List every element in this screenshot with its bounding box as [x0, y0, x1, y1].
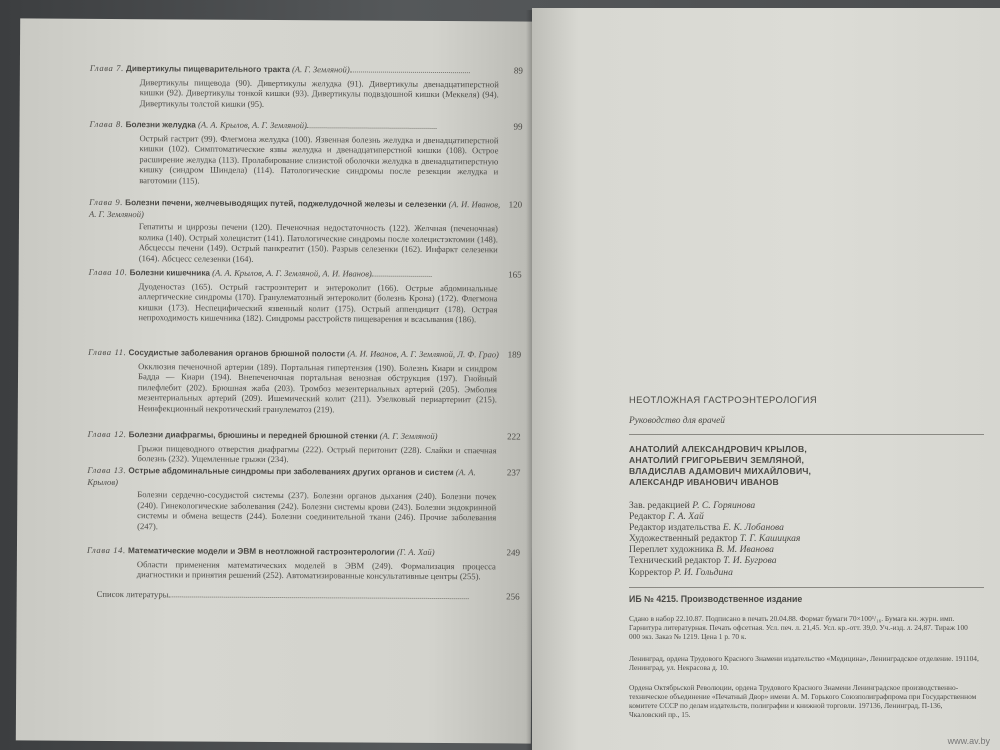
chapter-authors: (Г. А. Хай) — [396, 546, 435, 557]
page-number: 249 — [506, 547, 520, 558]
page-number: 256 — [506, 591, 520, 602]
chapter-sections: Гепатиты и циррозы печени (120). Печеночная недостаточность (122). Желчная (печеночная) колика (140). Острый холецистит (141). Патологические синдромы после холецистэктомии (148). Абсцессы печени (149). Острый панкреатит (150). Разрыв селезенки (162). Инфаркт селезенки (164). Абсцесс селезенки (164). — [138, 221, 498, 264]
toc-entry-references — [96, 588, 520, 602]
staff-line: Редактор Г. А. Хай — [629, 511, 704, 523]
page-number: 120 — [508, 199, 523, 210]
chapter-title: Острые абдоминальные синдромы при заболеваниях других органов и систем — [128, 466, 454, 478]
chapter-authors: (А. А. Крылов, А. Г. Земляной, А. И. Иванов) — [212, 267, 372, 279]
chapter-title: Болезни кишечника — [129, 268, 211, 278]
staff-line: Корректор Р. И. Гольдина — [629, 566, 733, 578]
chapter-sections: Дуоденостаз (165). Острый гастроэнтерит и энтероколит (166). Острые абдоминальные аллергические синдромы (170). Гранулематозный энтероколит (болезнь Крона) (172). Флегмона кишки (173). Неспецифический язвенный колит (175). Острый аппендицит (178). Острая непроходимость кишечника (182). Синдромы расстройств пищеварения и всасывания (186). — [138, 280, 498, 325]
staff-line: Редактор издательства Е. К. Лобанова — [629, 522, 784, 534]
chapter-number: Глава 14. — [86, 544, 126, 556]
page-number: 89 — [513, 65, 523, 76]
chapter-title: Дивертикулы пищеварительного тракта — [125, 64, 290, 75]
staff-line: Художественный редактор Т. Г. Кашицкая — [629, 533, 801, 545]
ib-number: ИБ № 4215. Производственное издание — [629, 594, 803, 604]
chapter-number: Глава 10. — [88, 266, 128, 278]
page-number: 99 — [513, 121, 523, 132]
chapter-title: Болезни печени, желчевыводящих путей, поджелудочной железы и селезенки — [125, 198, 447, 210]
staff-line: Переплет художника В. М. Иванова — [629, 544, 774, 556]
book-subtitle: Руководство для врачей — [629, 416, 725, 426]
chapter-authors: (А. Г. Земляной) — [291, 64, 350, 75]
toc-entry-chapter-10 — [88, 266, 522, 326]
author-name: АНАТОЛИЙ ГРИГОРЬЕВИЧ ЗЕМЛЯНОЙ, — [629, 455, 805, 465]
page-number: 165 — [508, 269, 522, 280]
toc-entry-chapter-12 — [87, 428, 521, 466]
chapter-number: Глава 9. — [89, 196, 124, 208]
staff-line: Технический редактор Т. И. Бугрова — [629, 555, 777, 567]
chapter-sections: Дивертикулы пищевода (90). Дивертикулы желудка (91). Дивертикулы двенадцатиперстной кишки (92). Дивертикулы тонкой кишки (93). Дивертикулы подвздошной кишки (Меккеля) (94). Дивертикулы толстой кишки (95). — [139, 76, 499, 109]
chapter-authors: (А. А. Крылов, А. Г. Земляной) — [198, 119, 307, 131]
chapter-title: Болезни диафрагмы, брюшины и передней брюшной стенки — [128, 430, 378, 441]
staff-line: Зав. редакцией Р. С. Горяинова — [629, 500, 756, 511]
chapter-number: Глава 8. — [89, 118, 124, 130]
page-number: 237 — [506, 467, 521, 478]
toc-entry-chapter-13 — [87, 464, 521, 534]
chapter-sections: Окклюзия печеночной артерии (189). Портальная гипертензия (190). Болезнь Киари и синдром Бадда — Киари (194). Внепеченочная портальная венозная обструкция (197). Гнойный пилефлебит (202). Брюшная жаба (203). Тромбоз мезентериальных артерий (205). Эмболия мезентериальных артерий (209). Ишемический колит (211). Узелковый периартериит (215). Неинфекционный некротический гранулематоз (219). — [137, 360, 498, 415]
divider — [629, 587, 984, 588]
toc-entry-chapter-14 — [86, 544, 520, 582]
toc-entry-chapter-11 — [88, 346, 522, 416]
chapter-authors: (А. И. Иванов, А. Г. Земляной) — [88, 199, 501, 219]
references-label: Список литературы — [96, 588, 169, 600]
author-name: АЛЕКСАНДР ИВАНОВИЧ ИВАНОВ — [629, 477, 779, 487]
chapter-number: Глава 12. — [87, 428, 127, 440]
chapter-number: Глава 13. — [87, 464, 127, 476]
chapter-title: Болезни желудка — [125, 120, 196, 130]
publisher-info: Ленинград, ордена Трудового Красного Знамени издательство «Медицина», Ленинградское отделение. 191104, Ленинград, ул. Некрасова д. 10. — [629, 654, 979, 672]
printer-info: Ордена Октябрьской Революции, ордена Трудового Красного Знамени Ленинградское производственно-техническое объединение «Печатный Двор» имени А. М. Горького Союзполиграфпрома при Государственном комитете СССР по делам издательств, полиграфии и книжной торговли. 197136, Ленинград, П-136, Чкаловский пр., 15. — [629, 683, 977, 719]
print-data: Сдано в набор 22.10.87. Подписано в печать 20.04.88. Формат бумаги 70×100¹/₁₆. Бумага кн. журн. имп. Гарнитура литературная. Печать офсетная. Усл. печ. л. 21,45. Усл. кр.-отт. 39,0. Уч.-изд. л. 24,87. Тираж 100 000 экз. Заказ № 1219. Цена 1 р. 70 к. — [629, 614, 968, 641]
chapter-sections: Грыжи пищеводного отверстия диафрагмы (222). Острый перитонит (228). Слайки и спаечная болезнь (232). Ущемленные грыжи (234). — [137, 442, 497, 465]
site-watermark: www.av.by — [947, 736, 990, 746]
chapter-sections: Болезни сердечно-сосудистой системы (237). Болезни органов дыхания (240). Болезни почек (240). Гинекологические заболевания (242). Болезни системы крови (243). Болезни эндокринной системы и обмена веществ (244). Болезни соединительной ткани (246). Прочие заболевания (247). — [137, 489, 497, 532]
page-number: 222 — [507, 431, 521, 442]
authors-list — [629, 444, 811, 488]
book-title: НЕОТЛОЖНАЯ ГАСТРОЭНТЕРОЛОГИЯ — [629, 394, 818, 405]
chapter-title: Сосудистые заболевания органов брюшной полости — [128, 348, 346, 359]
left-page-contents — [16, 18, 535, 743]
chapter-authors: (А. Г. Земляной) — [379, 430, 438, 441]
page-number: 189 — [507, 349, 522, 360]
divider — [629, 434, 984, 435]
author-name: ВЛАДИСЛАВ АДАМОВИЧ МИХАЙЛОВИЧ, — [629, 466, 812, 476]
chapter-number: Глава 7. — [89, 62, 124, 74]
toc-entry-chapter-7 — [89, 62, 523, 111]
chapter-authors: (А. А. Крылов) — [87, 467, 476, 487]
toc-entry-chapter-8 — [89, 118, 523, 188]
author-name: АНАТОЛИЙ АЛЕКСАНДРОВИЧ КРЫЛОВ, — [629, 444, 808, 454]
chapter-sections: Острый гастрит (99). Флегмона желудка (100). Язвенная болезнь желудка и двенадцатиперстной кишки (102). Симптоматические язвы желудка и двенадцатиперстной кишки (108). Острое расширение желудка (113). Пролабирование слизистой оболочки желудка в двенадцатиперстную кишку (синдром Шиндела) (114). Патологические синдромы после резекции желудка и ваготомии (115). — [139, 132, 499, 186]
chapter-number: Глава 11. — [88, 346, 127, 358]
chapter-sections: Области применения математических моделей в ЭВМ (249). Формализация процесса диагностики и принятия решений (252). Автоматизированные консультативные центры (255). — [136, 558, 496, 582]
editorial-staff — [629, 500, 800, 578]
chapter-authors: (А. И. Иванов, А. Г. Земляной, Л. Ф. Грао) — [347, 348, 499, 360]
right-page-colophon — [532, 8, 1000, 750]
toc-entry-chapter-9 — [88, 196, 523, 266]
chapter-title: Математические модели и ЭВМ в неотложной гастроэнтерологии — [127, 546, 395, 557]
